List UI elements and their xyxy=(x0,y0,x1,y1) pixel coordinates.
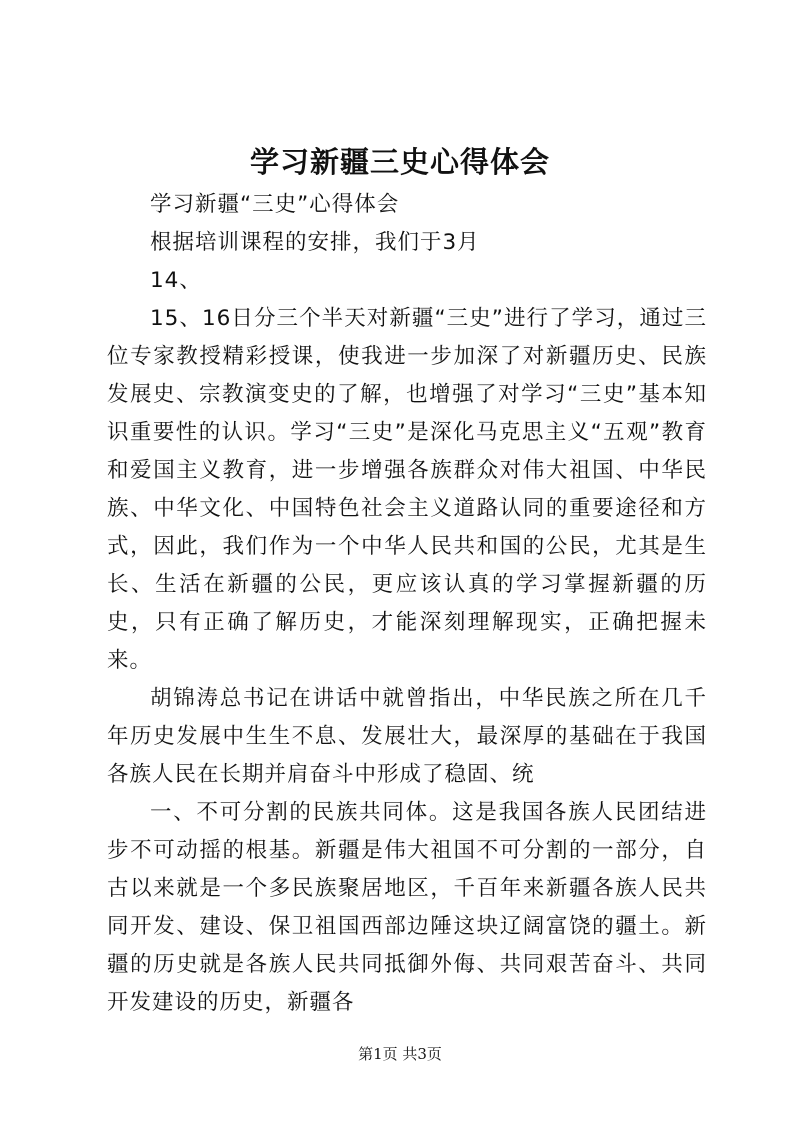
paragraph-main: 15、16日分三个半天对新疆“三史”进行了学习，通过三位专家教授精彩授课，使我进一步加深了对新疆历史、民族发展史、宗教演变史的了解，也增强了对学习“三史”基本知识重要性的认识。学习“三史”是深化马克思主义“五观”教育和爱国主义教育，进一步增强各族群众对伟大祖国、中华民族、中华文化、中国特色社会主义道路认同的重要途径和方式，因此，我们作为一个中华人民共和国的公民，尤其是生长、生活在新疆的公民，更应该认真的学习掌握新疆的历史，只有正确了解历史，才能深刻理解现实，正确把握未来。 xyxy=(107,306,707,673)
paragraph-subtitle: 学习新疆“三史”心得体会 xyxy=(150,192,400,217)
document-body xyxy=(107,186,707,1022)
paragraph-quote: 胡锦涛总书记在讲话中就曾指出，中华民族之所在几千年历史发展中生生不息、发展壮大，最深厚的基础在于我国各族人民在长期并肩奋斗中形成了稳固、统 xyxy=(107,686,707,787)
document-title: 学习新疆三史心得体会 xyxy=(249,145,550,179)
paragraph-date-fragment: 14、 xyxy=(150,268,202,293)
paragraph-intro: 根据培训课程的安排，我们于3月 xyxy=(150,230,480,255)
page-footer: 第1页 共3页 xyxy=(358,1045,442,1063)
paragraph-community: 一、不可分割的民族共同体。这是我国各族人民团结进步不可动摇的根基。新疆是伟大祖国不可分割的一部分，自古以来就是一个多民族聚居地区，千百年来新疆各族人民共同开发、建设、保卫祖国西部边陲这块辽阔富饶的疆土。新疆的历史就是各族人民共同抵御外侮、共同艰苦奋斗、共同开发建设的历史，新疆各 xyxy=(107,800,707,1015)
